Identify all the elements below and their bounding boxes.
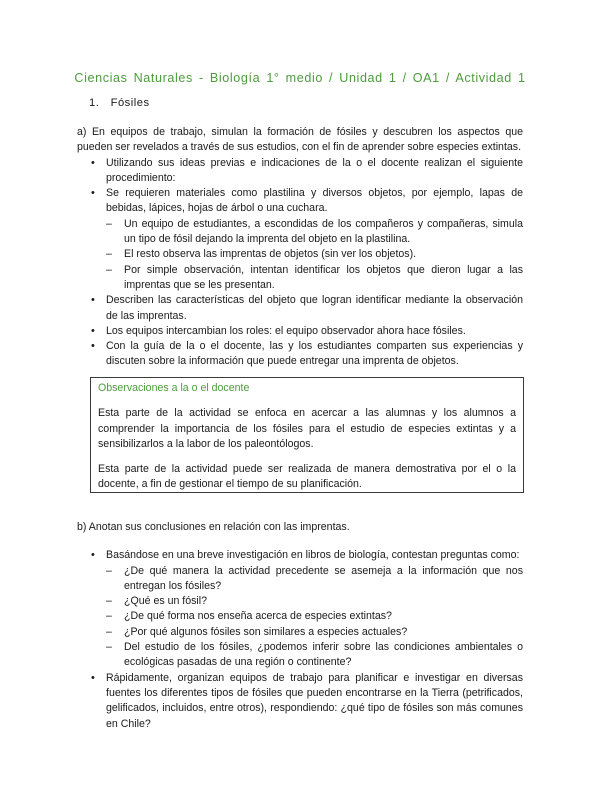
observations-title: Observaciones a la o el docente — [98, 382, 250, 394]
part-a-dashes — [106, 217, 523, 293]
sub-list-item: – ¿De qué manera la actividad precedente se asemeja a la información que nos entregan los fósiles? — [106, 564, 523, 595]
sub-list-item: – Del estudio de los fósiles, ¿podemos inferir sobre las condiciones ambientales o ecológicas pasadas de una región o continente? — [106, 640, 523, 671]
observations-paragraph: Esta parte de la actividad puede ser realizada de manera demostrativa por el o la docente, a fin de gestionar el tiempo de su planificación. — [98, 463, 516, 491]
part-b-dashes — [106, 564, 523, 671]
sub-list-item: – Por simple observación, intentan identificar los objetos que dieron lugar a las imprentas que se les presentan. — [106, 263, 523, 294]
teacher-observations-box — [90, 377, 524, 493]
section-number: 1. — [89, 97, 100, 109]
observations-paragraph: Esta parte de la actividad se enfoca en acercar a las alumnas y los alumnos a comprender la importancia de los fósiles para el estudio de especies extintas y a sensibilizarlos a la labor de los paleontólogos. — [98, 407, 516, 450]
list-item: • Con la guía de la o el docente, las y los estudiantes comparten sus experiencias y discuten sobre la información que puede entregar una imprenta de objetos. — [77, 339, 523, 370]
list-item-text: Basándose en una breve investigación en libros de biología, contestan preguntas como: — [106, 549, 520, 562]
page-header: Ciencias Naturales - Biología 1° medio / Unidad 1 / OA1 / Actividad 1 — [74, 71, 526, 85]
sub-list-item: – ¿Qué es un fósil? — [106, 594, 523, 609]
list-item — [77, 186, 523, 293]
sub-list-item: – El resto observa las imprentas de objetos (sin ver los objetos). — [106, 247, 523, 262]
part-b — [77, 520, 523, 732]
list-item: • Utilizando sus ideas previas e indicaciones de la o el docente realizan el siguiente procedimiento: — [77, 156, 523, 187]
part-b-intro: b) Anotan sus conclusiones en relación con las imprentas. — [77, 521, 350, 533]
part-a-bullets — [77, 156, 523, 370]
section-title — [89, 97, 150, 109]
sub-list-item: – Un equipo de estudiantes, a escondidas de los compañeros y compañeras, simula un tipo de fósil dejando la imprenta del objeto en la plastilina. — [106, 217, 523, 248]
list-item: • Rápidamente, organizan equipos de trabajo para planificar e investigar en diversas fuentes los diferentes tipos de fósiles que pueden encontrarse en la Tierra (petrificados, gelificados, incluidos, entre otros), respondiendo: ¿qué tipo de fósiles son más comunes en Chile? — [77, 671, 523, 732]
sub-list-item: – ¿De qué forma nos enseña acerca de especies extintas? — [106, 609, 523, 624]
list-item-text: Se requieren materiales como plastilina y diversos objetos, por ejemplo, lapas de bebidas, lápices, hojas de árbol o una cuchara. — [106, 187, 523, 215]
section-title-text: Fósiles — [110, 97, 150, 109]
sub-list-item: – ¿Por qué algunos fósiles son similares a especies actuales? — [106, 625, 523, 640]
part-b-bullets — [77, 548, 523, 732]
list-item — [77, 548, 523, 670]
list-item: • Describen las características del objeto que logran identificar mediante la observación de las imprentas. — [77, 293, 523, 324]
list-item: • Los equipos intercambian los roles: el equipo observador ahora hace fósiles. — [77, 324, 523, 339]
part-a-intro: a) En equipos de trabajo, simulan la formación de fósiles y descubren los aspectos que pueden ser revelados a través de sus estudios, con el fin de aprender sobre especies extintas. — [77, 126, 523, 154]
part-a — [77, 125, 523, 370]
